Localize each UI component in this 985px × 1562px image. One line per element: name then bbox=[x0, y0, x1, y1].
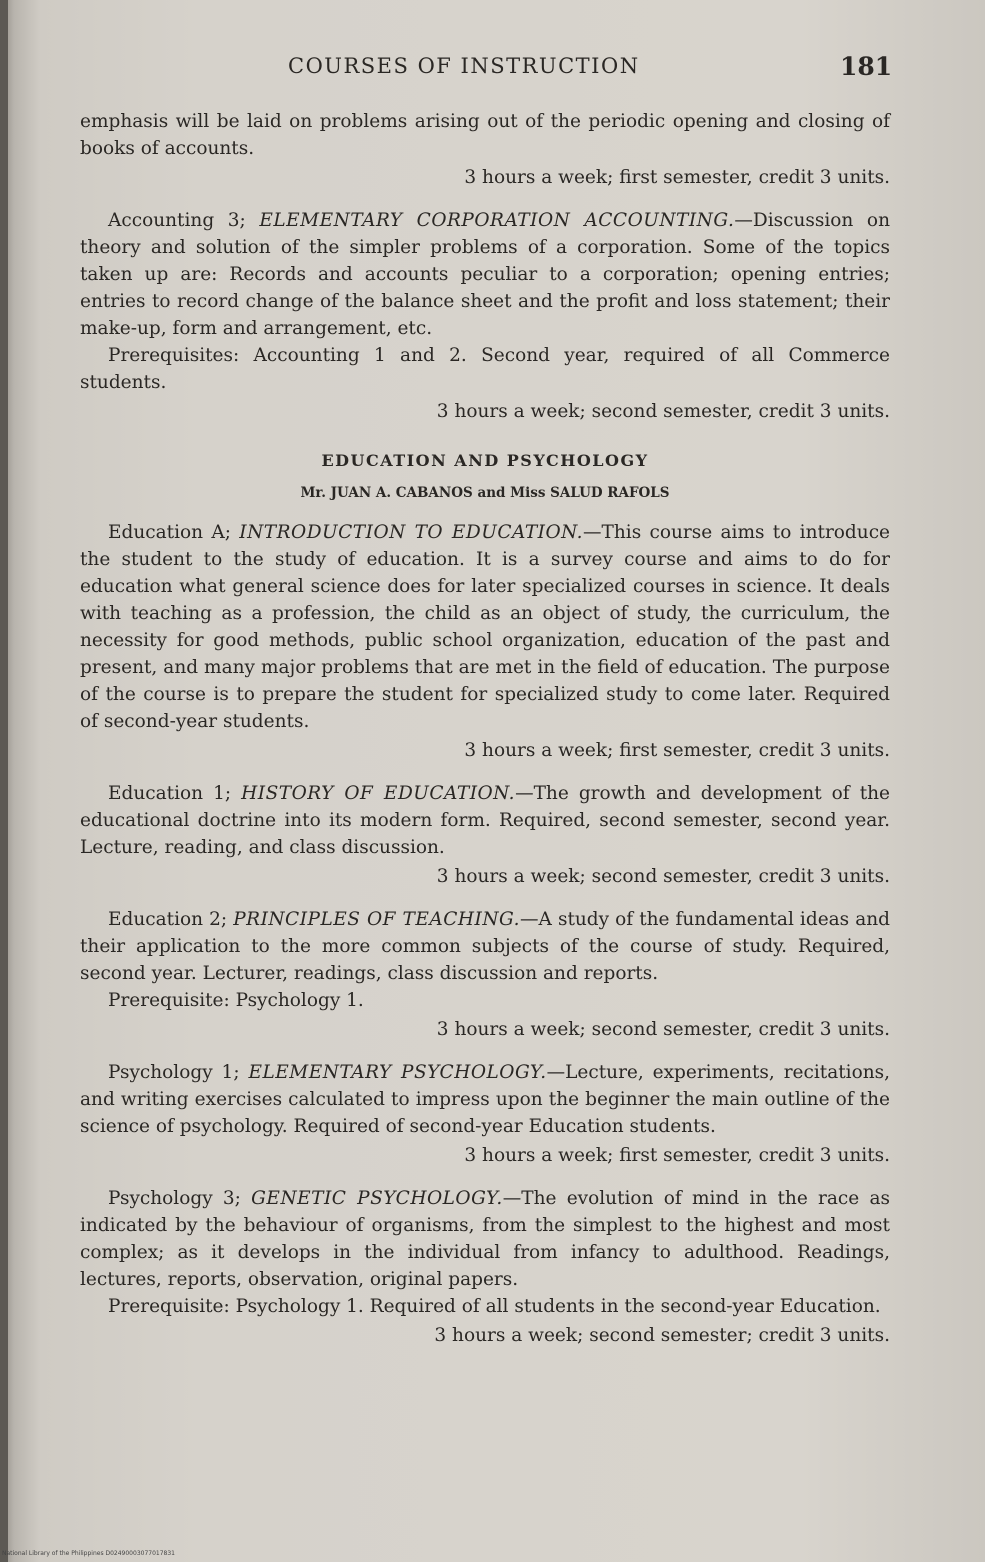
course-title: HISTORY OF EDUCATION. bbox=[241, 783, 516, 804]
course-prerequisite: Prerequisite: Psychology 1. bbox=[108, 990, 364, 1011]
section-title: EDUCATION AND PSYCHOLOGY bbox=[321, 451, 649, 470]
page-number: 181 bbox=[840, 52, 893, 81]
course-title: INTRODUCTION TO EDUCATION. bbox=[239, 522, 584, 543]
course-description: —A study of the fundamental ideas and their application to the more common subjects of the course of study. Required, second year. Lecturer, readings, class discussion and reports. bbox=[80, 909, 891, 984]
course-psychology-3 bbox=[80, 1185, 890, 1293]
course-education-2 bbox=[80, 906, 890, 987]
course-description: —The growth and development of the educational doctrine into its modern form. Required, second semester, second year. Lecture, reading, and class discussion. bbox=[80, 783, 890, 858]
intro-paragraph: emphasis will be laid on problems arising out of the periodic opening and closing of books of accounts. bbox=[80, 111, 890, 159]
course-hours: 3 hours a week; first semester, credit 3 units. bbox=[464, 1145, 890, 1166]
book-spine-shadow bbox=[0, 0, 8, 1562]
course-prerequisite: Prerequisite: Psychology 1. Required of all students in the second-year Education. bbox=[108, 1296, 881, 1317]
course-code: Education 1; bbox=[108, 783, 232, 804]
course-hours: 3 hours a week; second semester, credit 3 units. bbox=[436, 1019, 890, 1040]
page-body bbox=[80, 108, 890, 1365]
course-hours: 3 hours a week; second semester; credit 3 units. bbox=[434, 1325, 890, 1346]
course-hours: 3 hours a week; second semester, credit 3 units. bbox=[436, 401, 890, 422]
course-description: —The evolution of mind in the race as indicated by the behaviour of organisms, from the simplest to the highest and most complex; as it develops in the individual from infancy to adulthood. Readings, lectures, reports, observation, original papers. bbox=[80, 1188, 890, 1290]
course-description: —Lecture, experiments, recitations, and writing exercises calculated to impress upon the beginner the main outline of the science of psychology. Required of second-year Education students. bbox=[80, 1062, 891, 1137]
course-code: Education A; bbox=[108, 522, 231, 543]
course-title: ELEMENTARY CORPORATION ACCOUNTING. bbox=[259, 210, 735, 231]
course-accounting-3 bbox=[80, 207, 890, 342]
course-psychology-1 bbox=[80, 1059, 890, 1140]
course-code: Psychology 1; bbox=[108, 1062, 240, 1083]
section-instructors: Mr. JUAN A. CABANOS and Miss SALUD RAFOLS bbox=[300, 485, 670, 501]
course-title: ELEMENTARY PSYCHOLOGY. bbox=[248, 1062, 547, 1083]
course-code: Psychology 3; bbox=[108, 1188, 241, 1209]
course-prerequisites: Prerequisites: Accounting 1 and 2. Second year, required of all Commerce students. bbox=[80, 345, 890, 393]
course-code: Accounting 3; bbox=[108, 210, 246, 231]
scan-footer-note: National Library of the Philippines D02490003077017831 bbox=[2, 1550, 175, 1557]
course-code: Education 2; bbox=[108, 909, 228, 930]
running-head: COURSES OF INSTRUCTION bbox=[288, 54, 640, 78]
course-education-1 bbox=[80, 780, 890, 861]
intro-hours: 3 hours a week; first semester, credit 3 units. bbox=[464, 167, 890, 188]
page-header bbox=[0, 54, 985, 84]
course-title: GENETIC PSYCHOLOGY. bbox=[251, 1188, 503, 1209]
course-description: —This course aims to introduce the student to the study of education. It is a survey course and aims to do for education what general science does for later specialized courses in science. It deals with teaching as a profession, the child as an object of study, the curriculum, the necessity for good methods, public school organization, education of the past and present, and many major problems that are met in the field of education. The purpose of the course is to prepare the student for specialized study to come later. Required of second-year students. bbox=[80, 522, 890, 732]
course-description: —Discussion on theory and solution of the simpler problems of a corporation. Some of the topics taken up are: Records and accounts peculiar to a corporation; opening entries; entries to record change of the balance sheet and the profit and loss statement; their make-up, form and arrangement, etc. bbox=[80, 210, 890, 339]
course-hours: 3 hours a week; first semester, credit 3 units. bbox=[464, 740, 890, 761]
course-education-a bbox=[80, 519, 890, 735]
course-hours: 3 hours a week; second semester, credit 3 units. bbox=[436, 866, 890, 887]
course-title: PRINCIPLES OF TEACHING. bbox=[233, 909, 521, 930]
